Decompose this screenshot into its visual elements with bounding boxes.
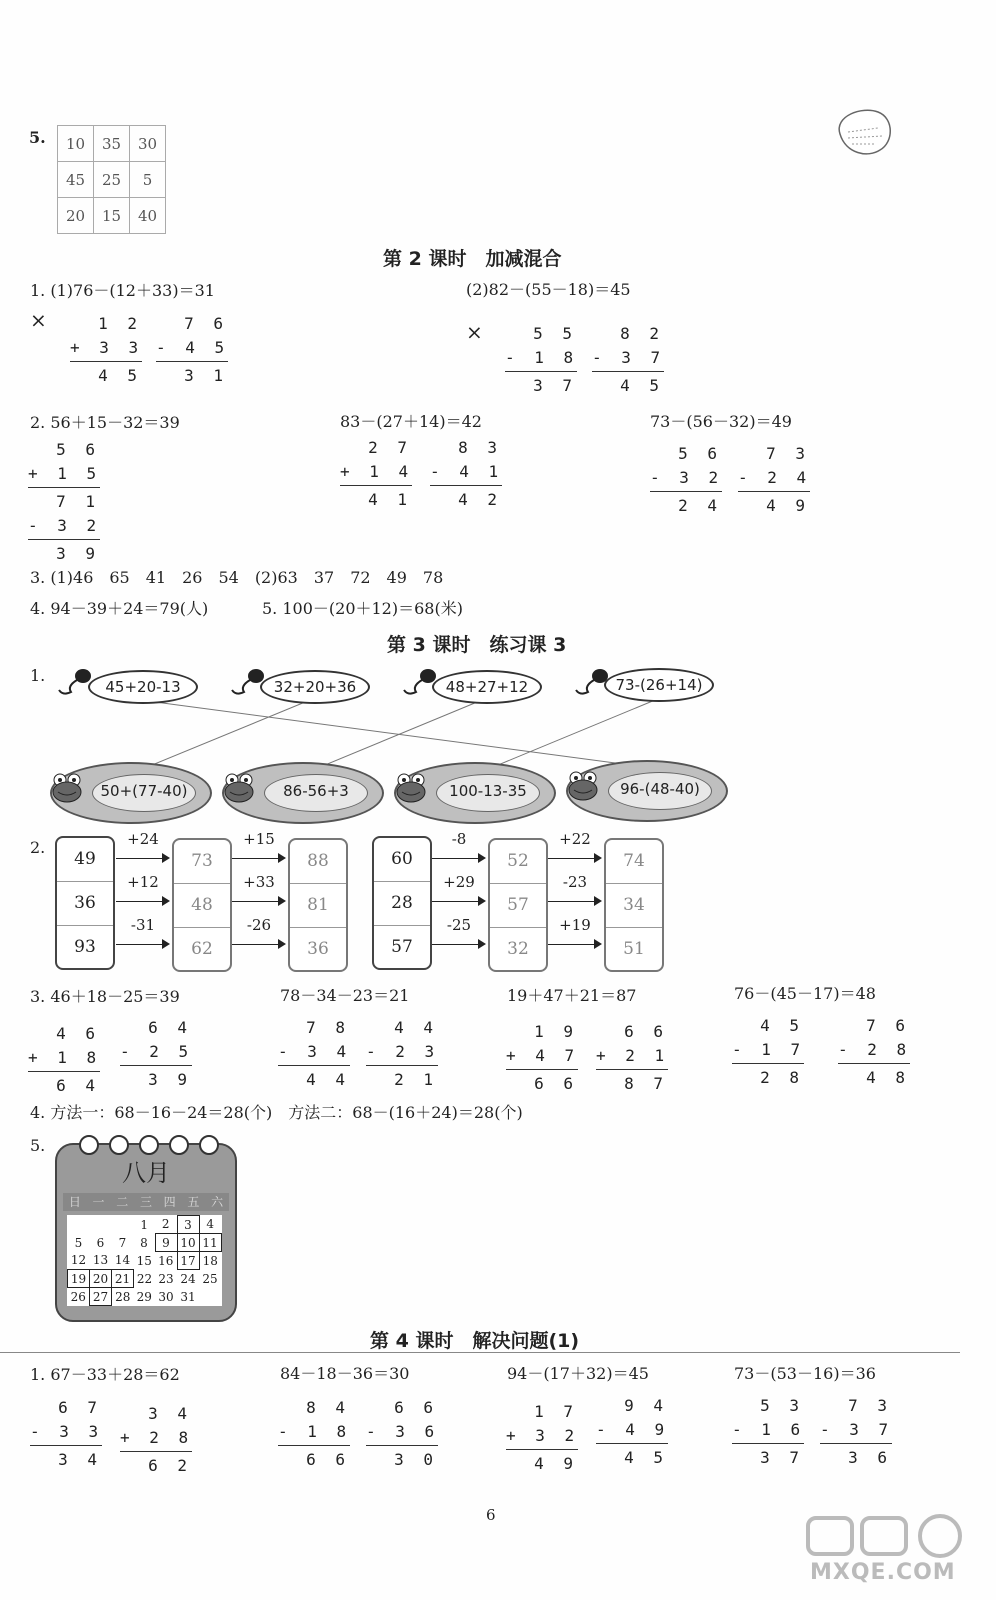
arrow-op: +33 [232, 893, 286, 909]
box-value: 74 [606, 840, 662, 884]
arrow-op: +22 [548, 850, 602, 866]
arrow-op: +19 [548, 936, 602, 952]
box-value: 34 [606, 884, 662, 928]
box-value: 57 [490, 884, 546, 928]
divider-line [0, 1352, 960, 1353]
arrow-op: +15 [232, 850, 286, 866]
box-value: 36 [57, 882, 113, 926]
grid-cell: 25 [94, 162, 130, 198]
grid-cell: 5 [130, 162, 166, 198]
vertical-calc: 3 4 + 2 8 6 2 [120, 1404, 194, 1475]
grid-cell: 30 [130, 126, 166, 162]
cross-mark-icon: × [466, 320, 483, 344]
q5-number: 5. [29, 128, 46, 147]
s2-q2-part1: 2. 56＋15－32＝39 [30, 413, 180, 432]
tadpole-expression: 73-(26+14) [604, 668, 714, 702]
s2-q1-part2: (2)82－(55－18)＝45 [466, 280, 631, 299]
frog-expression: 50+(77-40) [92, 774, 196, 812]
box-value: 93 [74, 937, 96, 957]
tadpole-expression: 48+27+12 [432, 670, 542, 704]
grid-cell: 35 [94, 126, 130, 162]
s2-q4: 4. 94－39＋24＝79(人) [30, 599, 209, 618]
s2-q5: 5. 100－(20＋12)＝68(米) [262, 599, 463, 618]
vertical-calc: 5 3 - 1 6 3 7 [732, 1396, 806, 1467]
vertical-calc: 8 2 - 3 7 4 5 [592, 324, 666, 395]
calendar-ring-icon [169, 1135, 189, 1155]
calendar-ring-icon [199, 1135, 219, 1155]
box-value: 28 [374, 882, 430, 926]
vertical-calc: 4 4 - 2 3 2 1 [366, 1018, 440, 1089]
box-value: 36 [307, 939, 329, 959]
august-calendar [55, 1143, 237, 1322]
cross-mark-icon: × [30, 308, 47, 332]
vertical-calc: 2 7 + 1 4 4 1 [340, 438, 414, 509]
chain2-end-box [604, 838, 664, 972]
box-value: 88 [290, 840, 346, 884]
box-value: 52 [490, 840, 546, 884]
watermark-logo-icon [800, 1510, 978, 1560]
vertical-calc: 7 3 - 3 7 3 6 [820, 1396, 894, 1467]
chain1-start-box [55, 836, 115, 970]
calendar-ring-icon [109, 1135, 129, 1155]
section-title-lesson-4: 第 4 课时 解决问题(1) [370, 1330, 580, 1352]
grid-cell: 15 [94, 198, 130, 234]
calendar-weekdays: 日 一 二 三 四 五 六 [63, 1193, 229, 1211]
vertical-calc: 5 6 - 3 2 2 4 [650, 444, 724, 515]
frog-icon [394, 772, 428, 804]
box-value: 48 [174, 884, 230, 928]
frog-icon [222, 772, 256, 804]
s3-q2-number: 2. [30, 838, 46, 857]
s2-q1-part1: 1. (1)76－(12＋33)＝31 [30, 281, 215, 300]
frog-expression: 96-(48-40) [608, 772, 712, 810]
section-title-lesson-2: 第 2 课时 加减混合 [383, 248, 562, 270]
arrow-op: -8 [432, 850, 486, 866]
vertical-calc: 4 6 + 1 8 6 4 [28, 1024, 102, 1095]
s4-q1-part3: 94－(17＋32)＝45 [507, 1364, 649, 1383]
section-title-lesson-3: 第 3 课时 练习课 3 [387, 634, 567, 656]
s4-q1-part4: 73－(53－16)＝36 [734, 1364, 876, 1383]
tadpole-expression: 45+20-13 [88, 670, 198, 704]
vertical-calc: 5 5 - 1 8 3 7 [505, 324, 579, 395]
vertical-calc: 4 5 - 1 7 2 8 [732, 1016, 806, 1087]
vertical-calc: 7 3 - 2 4 4 9 [738, 444, 812, 515]
arrow-op: -23 [548, 893, 602, 909]
vertical-calc: 8 4 - 1 8 6 6 [278, 1398, 352, 1469]
box-value: 62 [191, 939, 213, 959]
vertical-calc: 6 7 - 3 3 3 4 [30, 1398, 104, 1469]
chain1-end-box [288, 838, 348, 972]
vertical-calc: 6 4 - 2 5 3 9 [120, 1018, 194, 1089]
s3-q3-part3: 19＋47＋21＝87 [507, 986, 637, 1005]
frog-icon [566, 770, 600, 802]
vertical-calc: 9 4 - 4 9 4 5 [596, 1396, 670, 1467]
watermark-logo [800, 1510, 978, 1588]
page-number: 6 [486, 1506, 496, 1524]
watermark-text: MXQE.COM [810, 1560, 956, 1585]
vertical-calc: 5 6 + 1 5 7 1 - 3 2 3 9 [28, 440, 102, 563]
box-value: 32 [507, 939, 529, 959]
s3-q1-number: 1. [30, 666, 46, 685]
chain1-mid-box [172, 838, 232, 972]
s2-q3: 3. (1)46 65 41 26 54 (2)63 37 72 49 78 [30, 568, 444, 587]
frog-expression: 86-56+3 [264, 774, 368, 812]
arrow-op: -31 [116, 936, 170, 952]
grid-cell: 45 [58, 162, 94, 198]
vertical-calc: 6 6 - 3 6 3 0 [366, 1398, 440, 1469]
s2-q2-part3: 73－(56－32)＝49 [650, 412, 792, 431]
vertical-calc: 6 6 + 2 1 8 7 [596, 1022, 670, 1093]
arrow-op: -25 [432, 936, 486, 952]
grid-cell: 20 [58, 198, 94, 234]
s3-q4: 4. 方法一：68－16－24＝28(个) 方法二：68－(16＋24)＝28(个) [30, 1103, 523, 1122]
box-value: 51 [623, 939, 645, 959]
s3-q5-number: 5. [30, 1136, 46, 1155]
box-value: 60 [374, 838, 430, 882]
s3-q3-part4: 76－(45－17)＝48 [734, 984, 876, 1003]
s3-q3-part2: 78－34－23＝21 [280, 986, 410, 1005]
box-value: 57 [391, 937, 413, 957]
calendar-ring-icon [139, 1135, 159, 1155]
vertical-calc: 1 9 + 4 7 6 6 [506, 1022, 580, 1093]
calendar-days: 1 2 3 4 5 6 7 8 9 10 11 12 13 14 15 16 17 18 19 20 21 22 23 24 25 26 27 28 29 30 31 [67, 1215, 222, 1306]
arrow-op: -26 [232, 936, 286, 952]
box-value: 81 [290, 884, 346, 928]
s2-q2-part2: 83－(27＋14)＝42 [340, 412, 482, 431]
calendar-ring-icon [79, 1135, 99, 1155]
vertical-calc: 7 6 - 4 5 3 1 [156, 314, 230, 385]
chain2-mid-box [488, 838, 548, 972]
tadpole-expression: 32+20+36 [260, 670, 370, 704]
chain2-start-box [372, 836, 432, 970]
s4-q1-part1: 1. 67－33＋28＝62 [30, 1365, 180, 1384]
s4-q1-part2: 84－18－36＝30 [280, 1364, 410, 1383]
box-value: 49 [57, 838, 113, 882]
vertical-calc: 1 2 + 3 3 4 5 [70, 314, 144, 385]
arrow-op: +24 [116, 850, 170, 866]
grid-cell: 40 [130, 198, 166, 234]
box-value: 73 [174, 840, 230, 884]
vertical-calc: 8 3 - 4 1 4 2 [430, 438, 504, 509]
vertical-calc: 1 7 + 3 2 4 9 [506, 1402, 580, 1473]
frog-expression: 100-13-35 [436, 774, 540, 812]
s3-q3-part1: 3. 46＋18－25＝39 [30, 987, 180, 1006]
calendar-month: 八月 [122, 1159, 170, 1187]
arrow-op: +29 [432, 893, 486, 909]
frog-icon [50, 772, 84, 804]
vertical-calc: 7 8 - 3 4 4 4 [278, 1018, 352, 1089]
arrow-op: +12 [116, 893, 170, 909]
vertical-calc: 7 6 - 2 8 4 8 [838, 1016, 912, 1087]
grid-cell: 10 [58, 126, 94, 162]
